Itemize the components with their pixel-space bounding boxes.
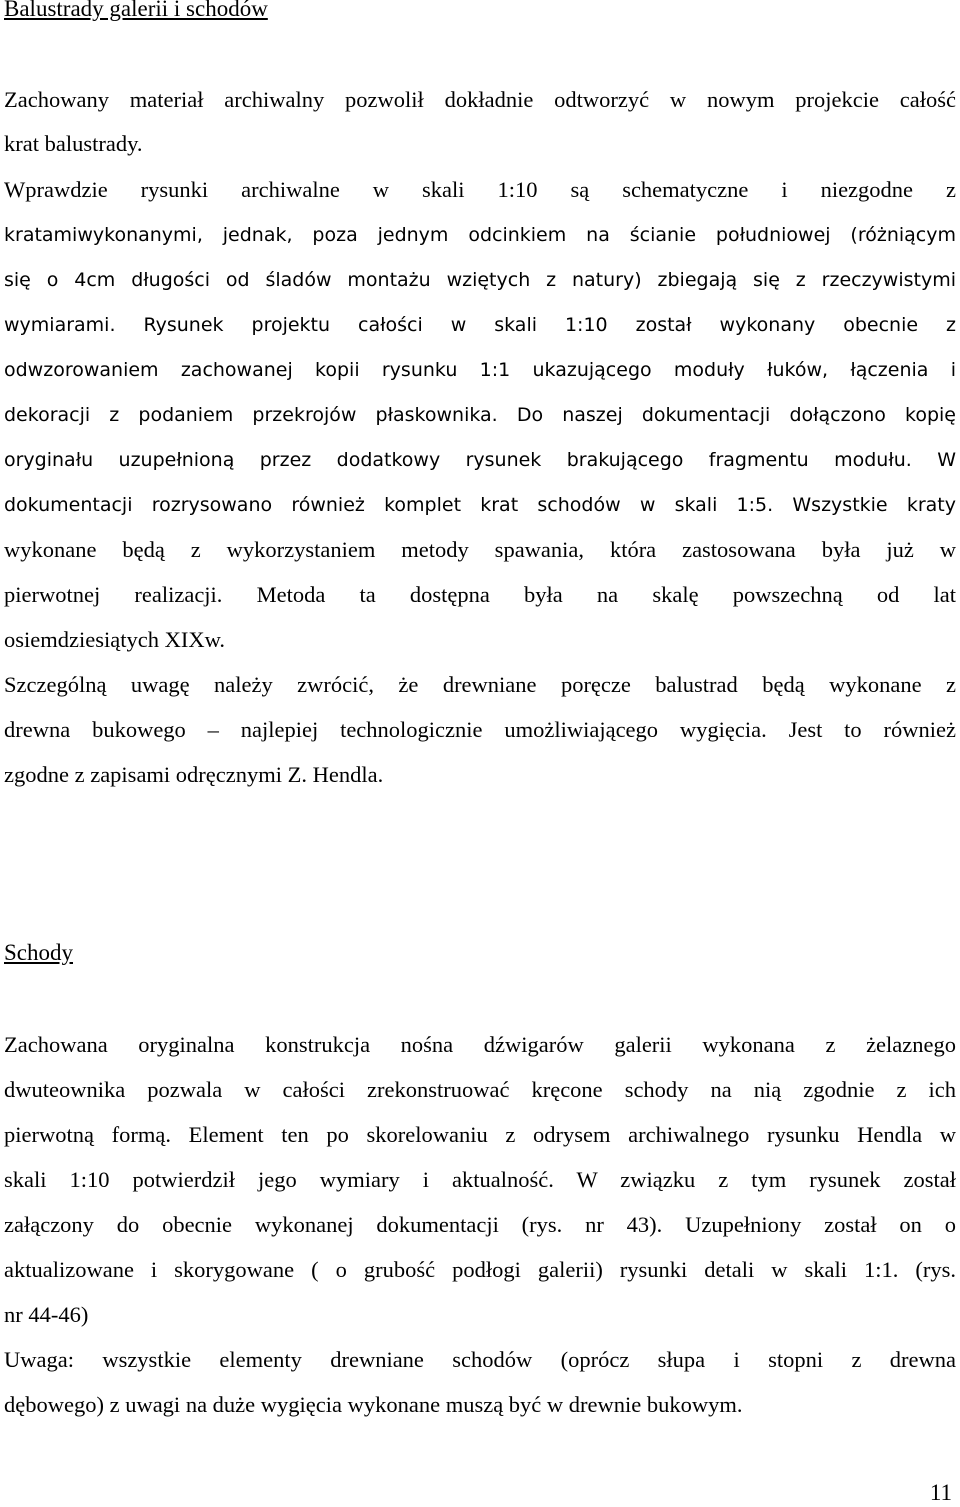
paragraph-line: się o 4cm długości od śladów montażu wziętych z natury) zbiegają się z rzeczywistymi xyxy=(4,269,956,291)
paragraph-line: dwuteownika pozwala w całości zrekonstruować kręcone schody na nią zgodnie z ich xyxy=(4,1077,956,1102)
paragraph-line: wykonane będą z wykorzystaniem metody spawania, która zastosowana była już w xyxy=(4,537,956,562)
paragraph-line: Szczególną uwagę należy zwrócić, że drewniane poręcze balustrad będą wykonane z xyxy=(4,672,956,697)
paragraph-line: skali 1:10 potwierdził jego wymiary i aktualność. W związku z tym rysunek został xyxy=(4,1167,956,1192)
paragraph-line: pierwotnej realizacji. Metoda ta dostępna była na skalę powszechną od lat xyxy=(4,582,956,607)
paragraph-line: pierwotną formą. Element ten po skorelowaniu z odrysem archiwalnego rysunku Hendla w xyxy=(4,1122,956,1147)
paragraph-line: Zachowana oryginalna konstrukcja nośna dźwigarów galerii wykonana z żelaznego xyxy=(4,1032,956,1057)
paragraph-line: zgodne z zapisami odręcznymi Z. Hendla. xyxy=(4,762,384,787)
page-number: 11 xyxy=(929,1480,952,1505)
paragraph-line: dokumentacji rozrysowano również komplet krat schodów w skali 1:5. Wszystkie kraty xyxy=(4,494,956,516)
paragraph-line: oryginału uzupełnioną przez dodatkowy rysunek brakującego fragmentu modułu. W xyxy=(4,449,956,471)
paragraph-line: odwzorowaniem zachowanej kopii rysunku 1:1 ukazującego moduły łuków, łączenia i xyxy=(4,359,956,381)
paragraph-line: aktualizowane i skorygowane ( o grubość podłogi galerii) rysunki detali w skali 1:1. (rys. xyxy=(4,1257,956,1282)
paragraph-line: załączony do obecnie wykonanej dokumentacji (rys. nr 43). Uzupełniony został on o xyxy=(4,1212,956,1237)
paragraph-line: nr 44-46) xyxy=(4,1302,89,1327)
section-heading-balustrady: Balustrady galerii i schodów xyxy=(4,0,268,21)
paragraph-line: krat balustrady. xyxy=(4,131,143,156)
paragraph-line: wymiarami. Rysunek projektu całości w skali 1:10 został wykonany obecnie z xyxy=(4,314,956,336)
paragraph-line: dekoracji z podaniem przekrojów płaskownika. Do naszej dokumentacji dołączono kopię xyxy=(4,404,956,426)
paragraph-line: Uwaga: wszystkie elementy drewniane schodów (oprócz słupa i stopni z drewna xyxy=(4,1347,956,1372)
paragraph-line: Zachowany materiał archiwalny pozwolił dokładnie odtworzyć w nowym projekcie całość xyxy=(4,87,956,112)
paragraph-line: osiemdziesiątych XIXw. xyxy=(4,627,225,652)
section-heading-schody: Schody xyxy=(4,940,73,965)
paragraph-line: drewna bukowego – najlepiej technologicznie umożliwiającego wygięcia. Jest to również xyxy=(4,717,956,742)
paragraph-line: dębowego) z uwagi na duże wygięcia wykonane muszą być w drewnie bukowym. xyxy=(4,1392,743,1417)
paragraph-line: Wprawdzie rysunki archiwalne w skali 1:10 są schematyczne i niezgodne z xyxy=(4,177,956,202)
paragraph-line: kratamiwykonanymi, jednak, poza jednym odcinkiem na ścianie południowej (różniącym xyxy=(4,224,956,246)
